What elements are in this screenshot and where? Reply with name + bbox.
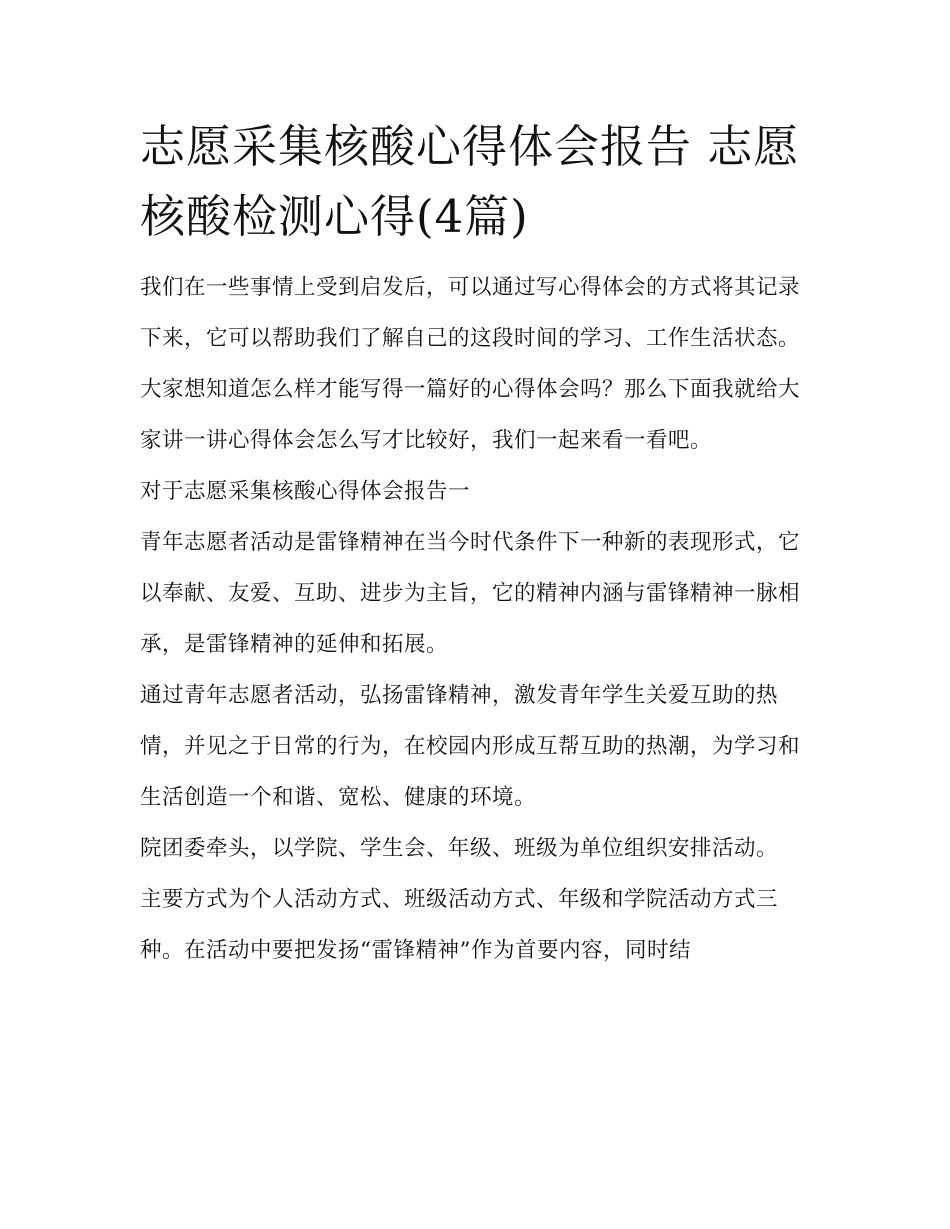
document-page [140,112,820,976]
body-paragraph: 主要方式为个人活动方式、班级活动方式、年级和学院活动方式三种。在活动中要把发扬“雷锋精神”作为首要内容，同时结 [140,887,779,963]
body-paragraph: 青年志愿者活动是雷锋精神在当今时代条件下一种新的表现形式，它以奉献、友爱、互助、进步为主旨，它的精神内涵与雷锋精神一脉相承，是雷锋精神的延伸和拓展。 [140,530,801,657]
body-paragraph: 院团委牵头，以学院、学生会、年级、班级为单位组织安排活动。 [140,836,779,861]
document-title: 志愿采集核酸心得体会报告 志愿核酸检测心得(4篇) [140,120,800,243]
body-paragraph: 通过青年志愿者活动，弘扬雷锋精神，激发青年学生关爱互助的热情，并见之于日常的行为，在校园内形成互帮互助的热潮，为学习和生活创造一个和谐、宽松、健康的环境。 [140,683,801,810]
intro-paragraph: 我们在一些事情上受到启发后，可以通过写心得体会的方式将其记录下来，它可以帮助我们了解自己的这段时间的学习、工作生活状态。大家想知道怎么样才能写得一篇好的心得体会吗？那么下面我就给大家讲一讲心得体会怎么写才比较好，我们一起来看一看吧。 [140,275,801,453]
section-heading: 对于志愿采集核酸心得体会报告一 [140,479,471,504]
